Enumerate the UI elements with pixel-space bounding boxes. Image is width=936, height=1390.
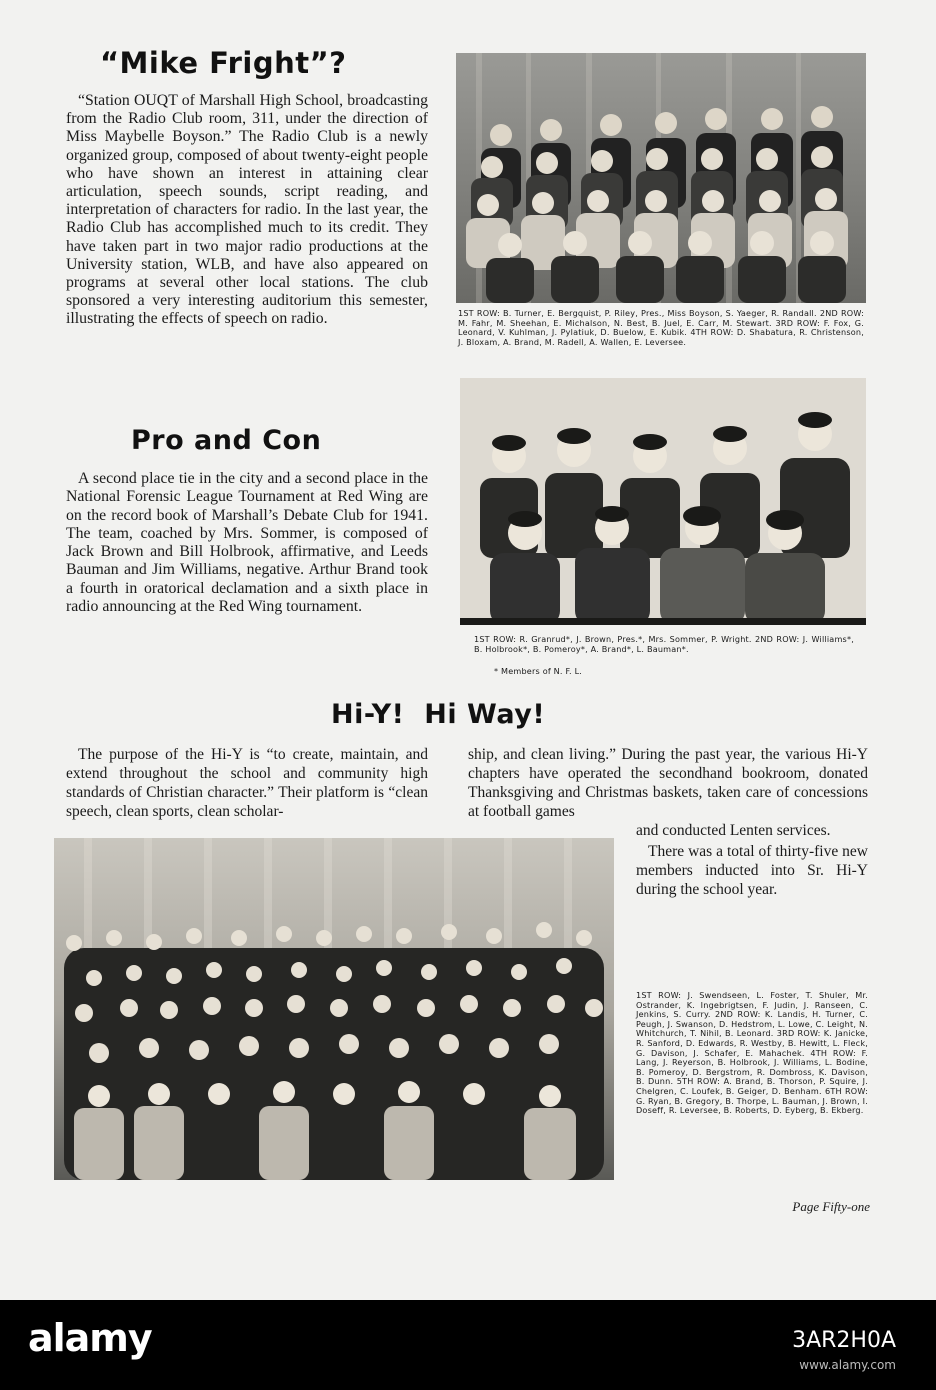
radio-club-heading: “Mike Fright”?: [100, 46, 347, 80]
debate-footnote: * Members of N. F. L.: [494, 666, 583, 676]
hi-y-body-col1: The purpose of the Hi-Y is “to create, maintain, and extend throughout the school and community high standards of Christian character.” Their platform is “clean speech, clean sports, clean scholar-: [66, 746, 428, 820]
radio-club-body: “Station OUQT of Marshall High School, broadcasting from the Radio Club room, 311, under the direction of Miss Maybelle Boyson.” The Radio Club is a newly organized group, composed of about twenty-eight people who have shown an interest in attaining clear articulation, speech sounds, script reading, and interpretation of characters for radio. In the last year, the Radio Club has accomplished much to its credit. They have taken part in two major radio productions at the University station, WLB, and have also appeared on programs at several other local stations. The club sponsored a very interesting auditorium this semester, illustrating the effects of speech on radio.: [66, 92, 428, 328]
hi-y-body-col2: ship, and clean living.” During the past year, the various Hi-Y chapters have operated the secondhand bookroom, donated Thanksgiving and Christmas baskets, taken care of concessions at football games: [468, 746, 868, 820]
hi-y-caption: 1ST ROW: J. Swendseen, L. Foster, T. Shuler, Mr. Ostrander, K. Ingebrigtsen, F. Judin, J. Ranseen, C. Jenkins, S. Curry. 2ND ROW: K. Landis, H. Turner, C. Peugh, J. Swanson, D. Hedstrom, L. Lowe, C. Leight, N. Whitchurch, T. Nihil, B. Leonard. 3RD ROW: K. Janicke, R. Sanford, D. Edwards, R. Westby, B. Hewitt, L. Fleck, G. Davison, J. Schafer, E. Mahachek. 4TH ROW: F. Lang, J. Reyerson, B. Holbrook, J. Williams, L. Bodine, B. Pomeroy, D. Bergstrom, R. Dombross, K. Davison, B. Dunn. 5TH ROW: A. Brand, B. Thorson, P. Squire, J. Chelgren, C. Loufek, B. Geiger, D. Benham. 6TH ROW: G. Ryan, B. Gregory, B. Thorpe, L. Bauman, J. Brown, I. Doseff, R. Leversee, B. Roberts, D. Eyberg, B. Ekberg.: [636, 990, 868, 1116]
debate-caption: 1ST ROW: R. Granrud*, J. Brown, Pres.*, Mrs. Sommer, P. Wright. 2ND ROW: J. Williams*, B. Holbrook*, B. Pomeroy*, A. Brand*, L. Bauman*.: [474, 634, 854, 654]
alamy-logo: alamy: [28, 1316, 152, 1360]
site-url: www.alamy.com: [799, 1358, 896, 1372]
page-number: Page Fifty-one: [792, 1199, 870, 1214]
hi-y-body-col2-cont: and conducted Lenten services. There was a total of thirty-five new members inducted into Sr. Hi-Y during the school year.: [636, 822, 868, 898]
hi-y-heading: Hi-Y! Hi Way!: [331, 699, 546, 730]
hi-y-photo: [54, 838, 614, 1180]
debate-body: A second place tie in the city and a second place in the National Forensic League Tournament at Red Wing are on the record book of Marshall’s Debate Club for 1941. The team, coached by Mrs. Sommer, is composed of Jack Brown and Bill Holbrook, affirmative, and Leeds Bauman and Jim Williams, negative. Arthur Brand took a fourth in oratorical declamation and a sixth place in radio announcing at the Red Wing tournament.: [66, 470, 428, 616]
watermark-footer: [0, 1300, 936, 1390]
debate-heading: Pro and Con: [131, 425, 322, 456]
image-id: 3AR2H0A: [792, 1328, 896, 1353]
radio-club-caption: 1ST ROW: B. Turner, E. Bergquist, P. Riley, Pres., Miss Boyson, S. Yaeger, R. Randall. 2ND ROW: M. Fahr, M. Sheehan, E. Michalson, N. Best, B. Juel, E. Carr, M. Stewart. 3RD ROW: F. Fox, G. Leonard, V. Kuhlman, J. Pylatiuk, D. Buelow, E. Kubik. 4TH ROW: D. Shabatura, R. Christenson, J. Bloxam, A. Brand, M. Radell, A. Wallen, E. Leversee.: [458, 308, 864, 347]
debate-club-photo: [460, 378, 866, 625]
radio-club-photo: [456, 53, 866, 303]
